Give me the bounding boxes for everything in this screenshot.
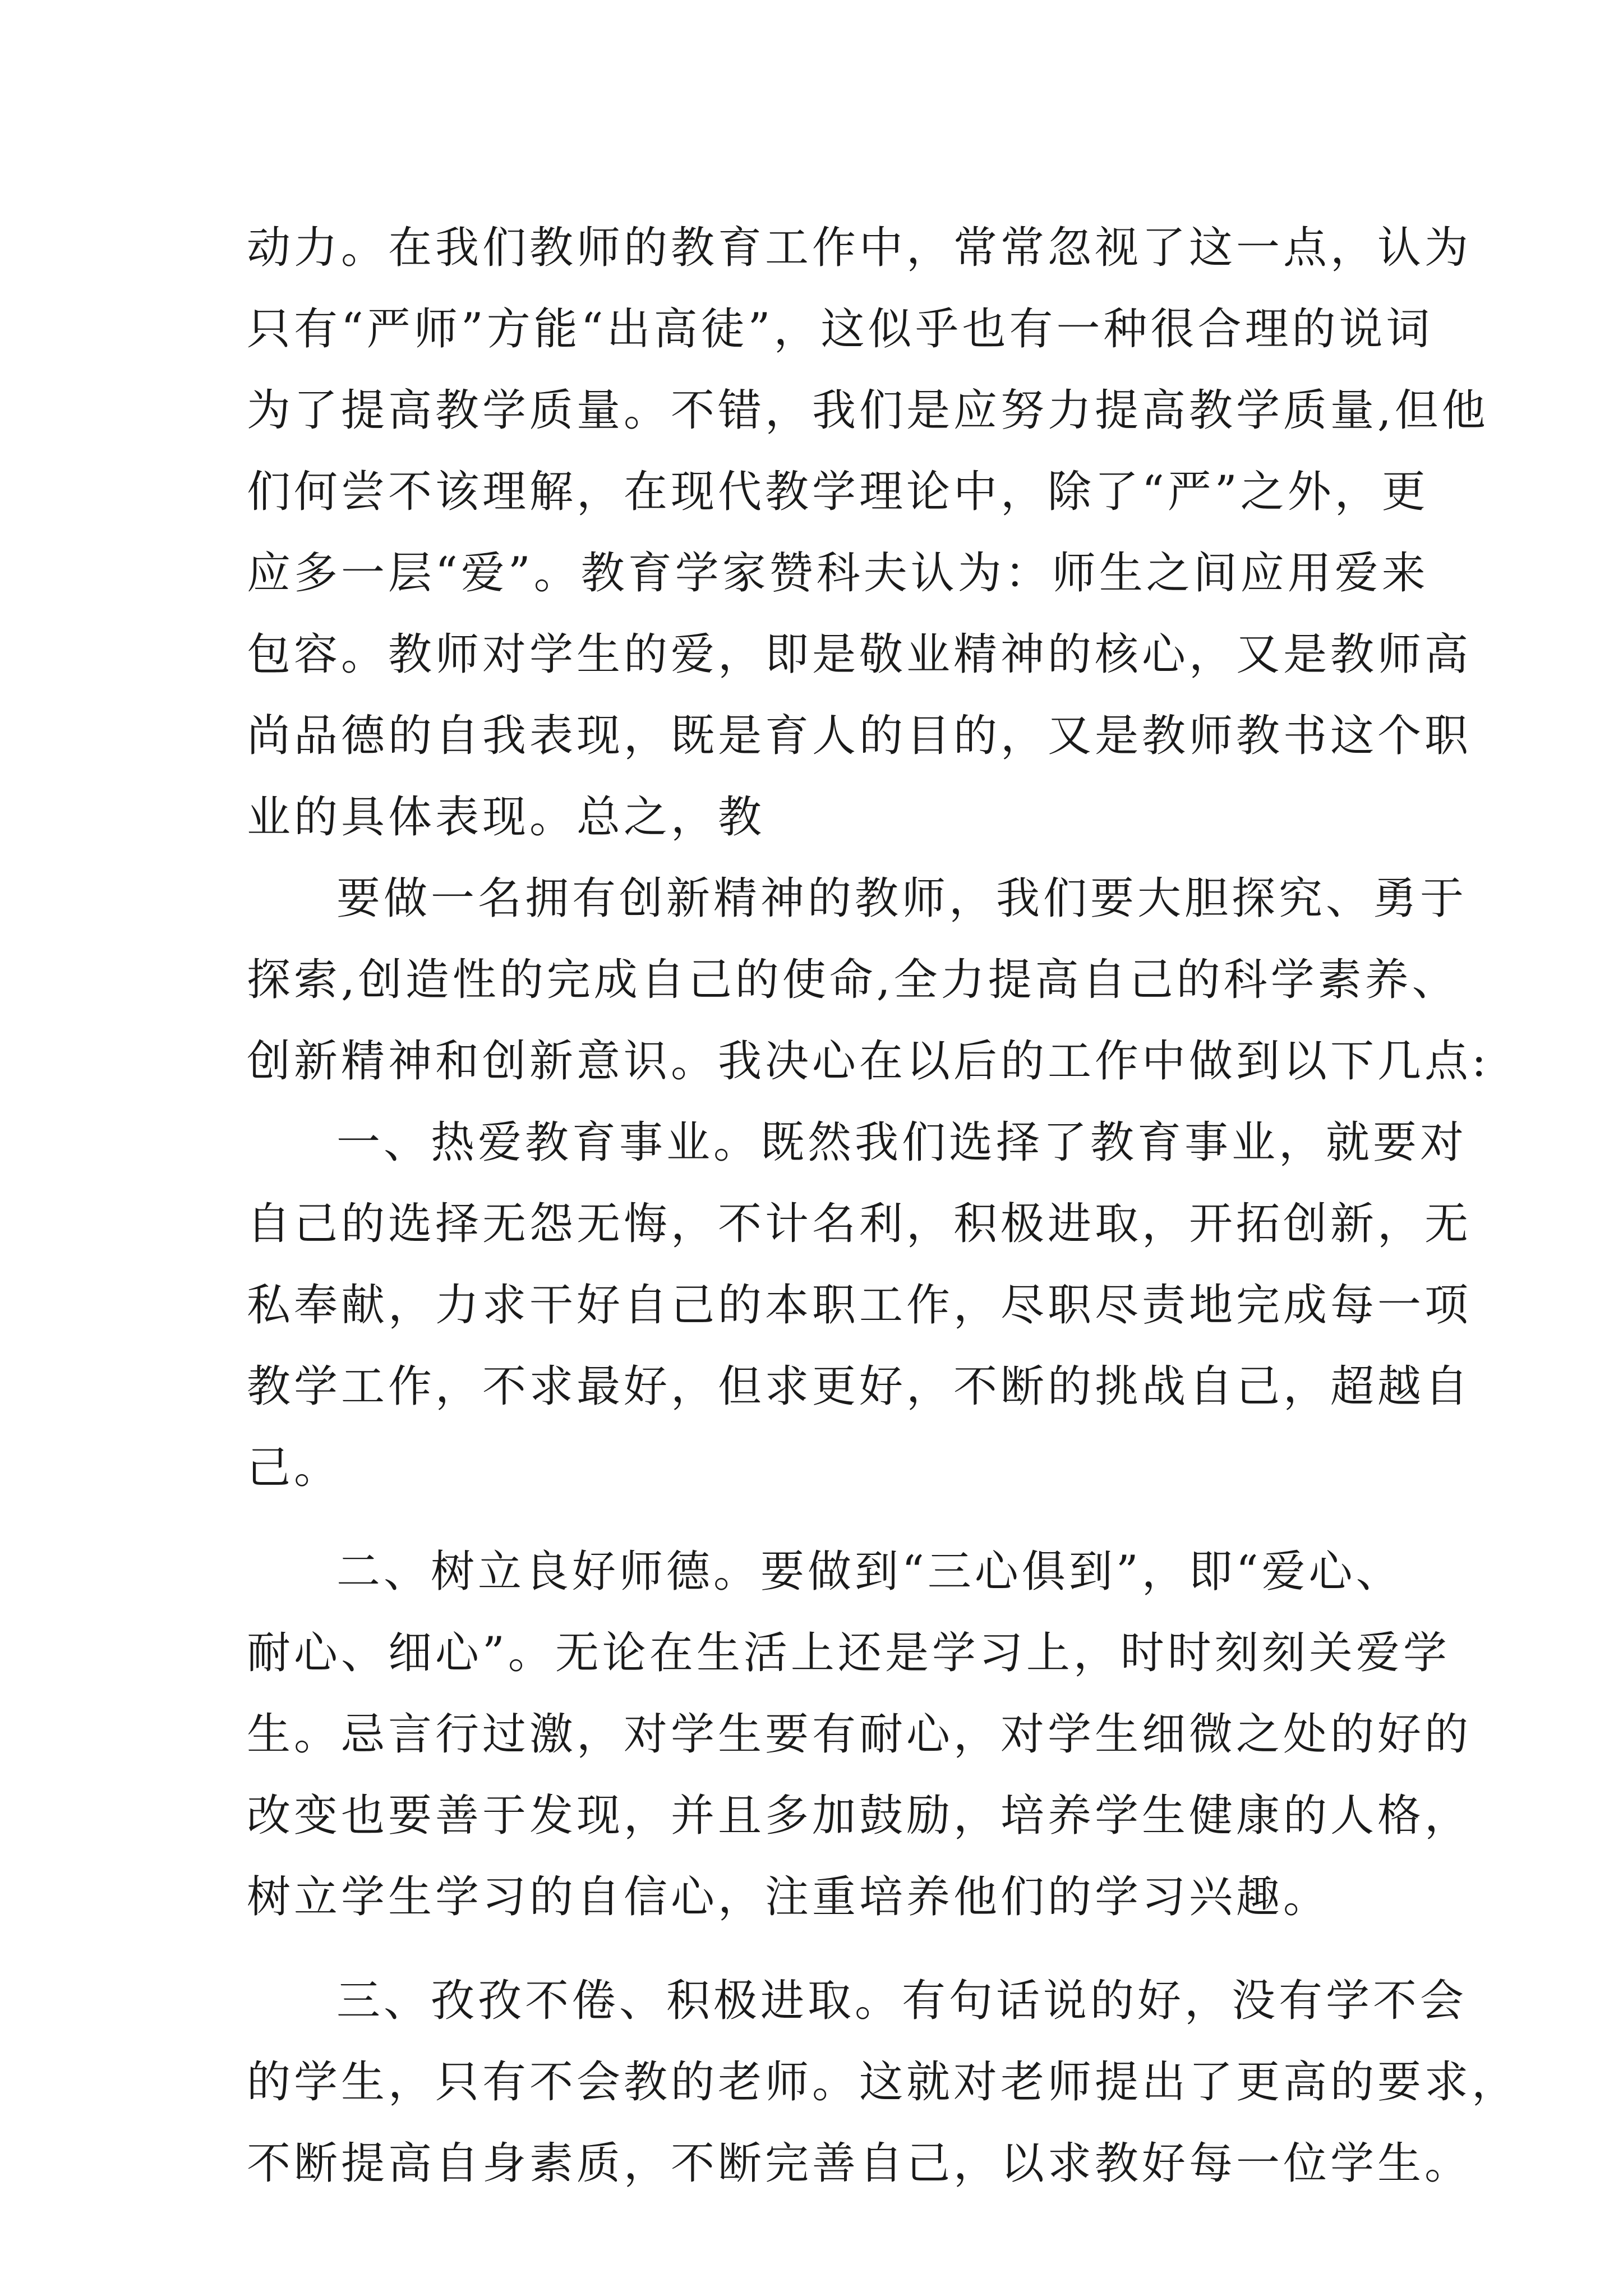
- text-line: 教学工作，不求最好，但求更好，不断的挑战自己，超越自: [247, 1361, 1472, 1412]
- paragraph-gap: [247, 1509, 1391, 1531]
- text-line: 己。: [247, 1443, 342, 1493]
- text-line: 树立学生学习的自信心，注重培养他们的学习兴趣。: [247, 1872, 1331, 1922]
- body-text: [247, 208, 1519, 2205]
- text-line: 不断提高自身素质，不断完善自己，以求教好每一位学生。: [247, 2138, 1472, 2189]
- paragraph-start-line: 要做一名拥有创新精神的教师，我们要大胆探究、勇于: [336, 873, 1468, 924]
- text-line: 业的具体表现。总之，教: [247, 792, 766, 843]
- text-line: 只有“严师”方能“出高徒”，这似乎也有一种很合理的说词: [247, 304, 1433, 355]
- paragraph-start-line: 二、树立良好师德。要做到“三心俱到”，即“爱心、: [336, 1547, 1403, 1597]
- text-line: 自己的选择无怨无悔，不计名利，积极进取，开拓创新，无: [247, 1199, 1472, 1249]
- paragraph-gap: [247, 1938, 1391, 1961]
- text-line: 为了提高教学质量。不错，我们是应努力提高教学质量,但他: [247, 385, 1489, 436]
- text-line: 尚品德的自我表现，既是育人的目的，又是教师教书这个职: [247, 711, 1472, 761]
- paragraph-start-line: 三、孜孜不倦、积极进取。有句话说的好，没有学不会: [336, 1976, 1468, 2026]
- text-line: 生。忌言行过激，对学生要有耐心，对学生细微之处的好的: [247, 1709, 1472, 1760]
- text-line: 动力。在我们教师的教育工作中，常常忽视了这一点，认为: [247, 223, 1472, 273]
- text-line: 的学生，只有不会教的老师。这就对老师提出了更高的要求，: [247, 2057, 1519, 2108]
- text-line: 耐心、细心”。无论在生活上还是学习上，时时刻刻关爱学: [247, 1628, 1450, 1678]
- text-line: 探索,创造性的完成自己的使命,全力提高自己的科学素养、: [247, 955, 1459, 1005]
- paragraph-start-line: 一、热爱教育事业。既然我们选择了教育事业，就要对: [336, 1117, 1468, 1168]
- text-line: 改变也要善于发现，并且多加鼓励，培养学生健康的人格，: [247, 1791, 1472, 1841]
- text-line: 们何尝不该理解，在现代教学理论中，除了“严”之外，更: [247, 467, 1429, 517]
- text-line: 包容。教师对学生的爱，即是敬业精神的核心，又是教师高: [247, 629, 1472, 680]
- text-line: 应多一层“爱”。教育学家赞科夫认为：师生之间应用爱来: [247, 548, 1429, 599]
- text-line: 创新精神和创新意识。我决心在以后的工作中做到以下几点:: [247, 1036, 1490, 1087]
- text-line: 私奉献，力求干好自己的本职工作，尽职尽责地完成每一项: [247, 1280, 1472, 1331]
